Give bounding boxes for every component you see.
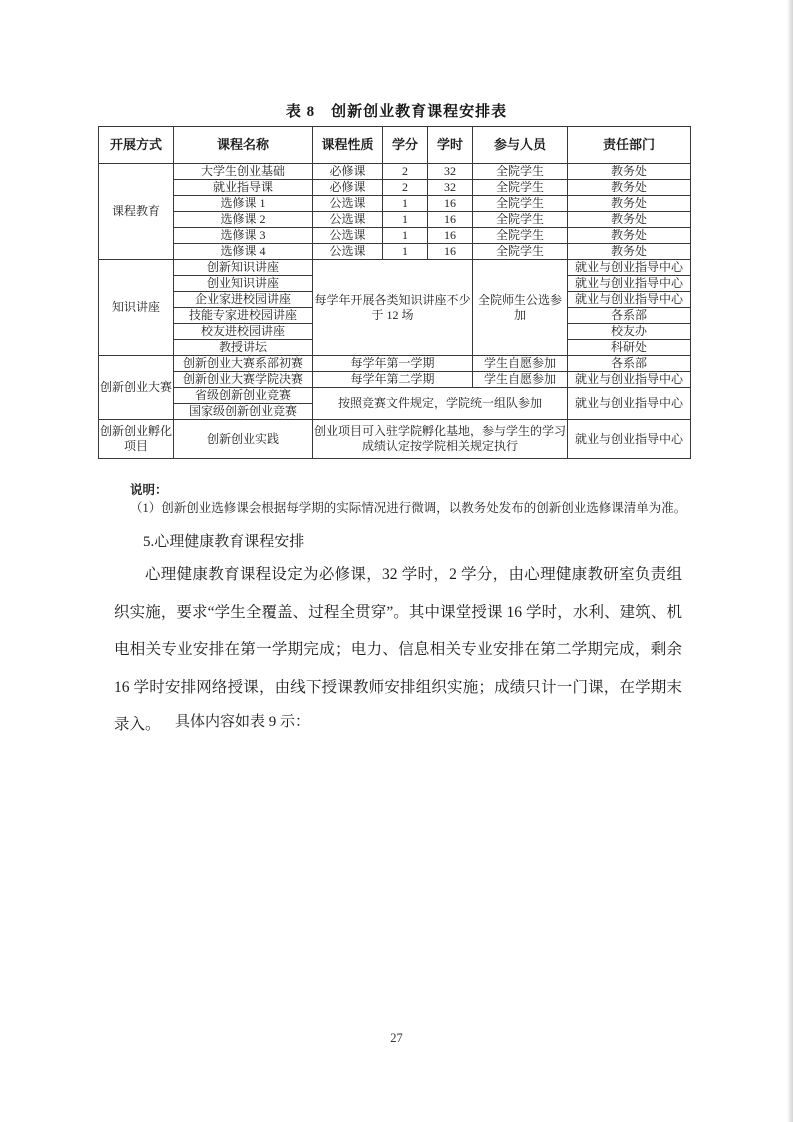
cell-section-label: 创新创业大赛	[99, 356, 174, 420]
header-nature: 课程性质	[313, 127, 383, 164]
cell-nature: 公选课	[313, 228, 383, 244]
cell-nature: 必修课	[313, 180, 383, 196]
cell-nature: 公选课	[313, 212, 383, 228]
cell-course: 国家级创新创业竞赛	[174, 404, 313, 420]
cell-department: 就业与创业指导中心	[568, 260, 691, 276]
cell-nature: 公选课	[313, 244, 383, 260]
note-item: （1）创新创业选修课会根据每学期的实际情况进行微调，以教务处发布的创新创业选修课清单为准。	[130, 501, 687, 515]
cell-department: 就业与创业指导中心	[568, 388, 691, 420]
cell-credit: 1	[383, 212, 428, 228]
cell-participants: 全院学生	[473, 244, 568, 260]
header-hours: 学时	[428, 127, 473, 164]
cell-participants: 全院学生	[473, 196, 568, 212]
cell-hours: 32	[428, 164, 473, 180]
cell-course: 创新创业大赛学院决赛	[174, 372, 313, 388]
cell-incubation-description: 创业项目可入驻学院孵化基地，参与学生的学习成绩认定按学院相关规定执行	[313, 420, 568, 459]
cell-schedule: 每学年第二学期	[313, 372, 473, 388]
cell-department: 教务处	[568, 228, 691, 244]
cell-department: 教务处	[568, 180, 691, 196]
cell-credit: 2	[383, 180, 428, 196]
table-row	[99, 372, 691, 388]
cell-participants: 全院师生公选参加	[473, 260, 568, 356]
course-arrangement-table	[98, 126, 691, 459]
cell-hours: 16	[428, 244, 473, 260]
cell-course: 教授讲坛	[174, 340, 313, 356]
cell-participants: 全院学生	[473, 212, 568, 228]
cell-participants: 全院学生	[473, 228, 568, 244]
table-row	[99, 420, 691, 459]
header-method: 开展方式	[99, 127, 174, 164]
cell-nature: 公选课	[313, 196, 383, 212]
cell-course: 校友进校园讲座	[174, 324, 313, 340]
closing-line: 具体内容如表 9 示：	[175, 714, 311, 730]
cell-department: 科研处	[568, 340, 691, 356]
cell-course: 创新创业大赛系部初赛	[174, 356, 313, 372]
page-number: 27	[390, 1031, 403, 1045]
notes-block	[130, 481, 688, 517]
table-row	[99, 196, 691, 212]
cell-department: 教务处	[568, 164, 691, 180]
table-row	[99, 164, 691, 180]
cell-course: 创业知识讲座	[174, 276, 313, 292]
cell-department: 教务处	[568, 244, 691, 260]
cell-course: 创新创业实践	[174, 420, 313, 459]
cell-department: 各系部	[568, 308, 691, 324]
table-row	[99, 260, 691, 276]
cell-section-label: 知识讲座	[99, 260, 174, 356]
header-course: 课程名称	[174, 127, 313, 164]
cell-department: 就业与创业指导中心	[568, 372, 691, 388]
cell-credit: 1	[383, 196, 428, 212]
table-row	[99, 212, 691, 228]
table-row	[99, 244, 691, 260]
cell-department: 就业与创业指导中心	[568, 292, 691, 308]
table-row	[99, 228, 691, 244]
cell-course: 选修课 3	[174, 228, 313, 244]
body-paragraph: 心理健康教育课程设定为必修课，32 学时，2 学分，由心理健康教研室负责组织实施，要求“学生全覆盖、过程全贯穿”。其中课堂授课 16 学时，水利、建筑、机电相关专业安排在第一学期完成；电力、信息相关专业安排在第二学期完成，剩余 16 学时安排网络授课，由线下授课教师安排组织实施；成绩只计一门课，在学期末录入。	[114, 566, 682, 733]
cell-hours: 16	[428, 228, 473, 244]
table-title: 表 8 创新创业教育课程安排表	[285, 104, 508, 120]
cell-department: 各系部	[568, 356, 691, 372]
cell-hours: 16	[428, 212, 473, 228]
cell-course: 企业家进校园讲座	[174, 292, 313, 308]
cell-competition-rule: 按照竞赛文件规定，学院统一组队参加	[313, 388, 568, 420]
header-department: 责任部门	[568, 127, 691, 164]
cell-department: 教务处	[568, 196, 691, 212]
cell-credit: 1	[383, 228, 428, 244]
cell-course: 就业指导课	[174, 180, 313, 196]
cell-course: 省级创新创业竞赛	[174, 388, 313, 404]
cell-section-label: 创新创业孵化项目	[99, 420, 174, 459]
cell-hours: 32	[428, 180, 473, 196]
header-credit: 学分	[383, 127, 428, 164]
cell-participants: 学生自愿参加	[473, 356, 568, 372]
cell-section-label: 课程教育	[99, 164, 174, 260]
header-participants: 参与人员	[473, 127, 568, 164]
table-row	[99, 180, 691, 196]
notes-label: 说明：	[130, 483, 168, 497]
cell-course: 创新知识讲座	[174, 260, 313, 276]
cell-hours: 16	[428, 196, 473, 212]
cell-nature: 必修课	[313, 164, 383, 180]
cell-participants: 学生自愿参加	[473, 372, 568, 388]
cell-course: 大学生创业基础	[174, 164, 313, 180]
cell-course: 选修课 4	[174, 244, 313, 260]
cell-department: 就业与创业指导中心	[568, 420, 691, 459]
cell-participants: 全院学生	[473, 180, 568, 196]
cell-course: 选修课 2	[174, 212, 313, 228]
cell-department: 教务处	[568, 212, 691, 228]
cell-participants: 全院学生	[473, 164, 568, 180]
cell-department: 就业与创业指导中心	[568, 276, 691, 292]
cell-lecture-schedule: 每学年开展各类知识讲座不少于 12 场	[313, 260, 473, 356]
cell-credit: 1	[383, 244, 428, 260]
section-heading: 5.心理健康教育课程安排	[143, 534, 305, 550]
cell-department: 校友办	[568, 324, 691, 340]
cell-course: 技能专家进校园讲座	[174, 308, 313, 324]
table-header-row	[99, 127, 691, 164]
cell-credit: 2	[383, 164, 428, 180]
cell-schedule: 每学年第一学期	[313, 356, 473, 372]
table-row	[99, 388, 691, 404]
cell-course: 选修课 1	[174, 196, 313, 212]
table-row	[99, 356, 691, 372]
scan-edge-shadow	[787, 0, 793, 1122]
